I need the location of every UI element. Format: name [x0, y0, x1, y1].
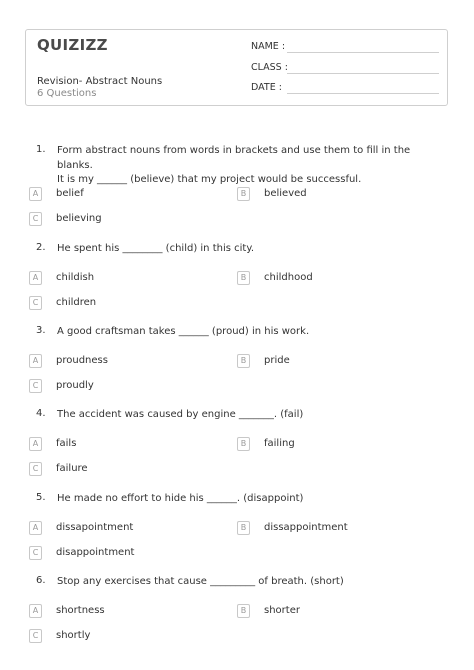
option-text: failure: [56, 463, 88, 474]
option-letter-c: C: [29, 212, 42, 226]
question-number: 4.: [36, 408, 46, 419]
question-line: Form abstract nouns from words in brackets and use them to fill in the blanks.: [57, 145, 411, 171]
option-letter-a: A: [29, 271, 42, 285]
question-line: It is my ______ (believe) that my project would be successful.: [57, 174, 362, 185]
worksheet-title: Revision- Abstract Nouns: [37, 76, 163, 87]
option-letter-b: B: [237, 271, 250, 285]
option-letter-b: B: [237, 187, 250, 201]
option-letter-a: A: [29, 437, 42, 451]
option-text: children: [56, 297, 97, 308]
question-count: 6 Questions: [37, 88, 97, 99]
option-text: pride: [264, 355, 290, 366]
option-text: dissapointment: [56, 522, 134, 533]
option-text: shortly: [56, 630, 91, 641]
question-line: He spent his ________ (child) in this city.: [57, 243, 254, 254]
question-line: He made no effort to hide his ______. (disappoint): [57, 493, 304, 504]
option-text: proudly: [56, 380, 94, 391]
question-line: The accident was caused by engine _______. (fail): [57, 409, 304, 420]
question-number: 3.: [36, 325, 46, 336]
option-text: proudness: [56, 355, 108, 366]
option-letter-b: B: [237, 604, 250, 618]
option-letter-a: A: [29, 604, 42, 618]
option-text: shorter: [264, 605, 300, 616]
option-text: belief: [56, 188, 84, 199]
question-number: 2.: [36, 242, 46, 253]
question-text: [57, 242, 437, 257]
option-letter-b: B: [237, 437, 250, 451]
question-text: [57, 325, 437, 340]
question-text: [57, 408, 437, 423]
question-line: A good craftsman takes ______ (proud) in his work.: [57, 326, 310, 337]
option-letter-c: C: [29, 462, 42, 476]
option-letter-b: B: [237, 521, 250, 535]
question-text: [57, 492, 437, 507]
quizizz-logo: QUIZIZZ: [37, 36, 108, 54]
date-line[interactable]: [287, 93, 439, 94]
option-text: childhood: [264, 272, 313, 283]
option-letter-c: C: [29, 379, 42, 393]
option-text: childish: [56, 272, 95, 283]
option-letter-a: A: [29, 187, 42, 201]
question-line: Stop any exercises that cause _________ of breath. (short): [57, 576, 344, 587]
option-text: believed: [264, 188, 307, 199]
class-line[interactable]: [287, 73, 439, 74]
date-label: DATE :: [251, 82, 282, 93]
worksheet-header: [25, 29, 448, 106]
option-text: believing: [56, 213, 102, 224]
option-letter-c: C: [29, 296, 42, 310]
option-letter-b: B: [237, 354, 250, 368]
option-text: dissappointment: [264, 522, 348, 533]
option-letter-c: C: [29, 546, 42, 560]
question-number: 5.: [36, 492, 46, 503]
question-number: 6.: [36, 575, 46, 586]
question-text: [57, 144, 437, 188]
option-letter-c: C: [29, 629, 42, 643]
option-text: failing: [264, 438, 295, 449]
class-label: CLASS :: [251, 62, 288, 73]
option-text: disappointment: [56, 547, 135, 558]
option-letter-a: A: [29, 354, 42, 368]
question-number: 1.: [36, 144, 46, 155]
name-label: NAME :: [251, 41, 286, 52]
option-text: fails: [56, 438, 77, 449]
question-text: [57, 575, 437, 590]
option-text: shortness: [56, 605, 105, 616]
name-line[interactable]: [287, 52, 439, 53]
option-letter-a: A: [29, 521, 42, 535]
